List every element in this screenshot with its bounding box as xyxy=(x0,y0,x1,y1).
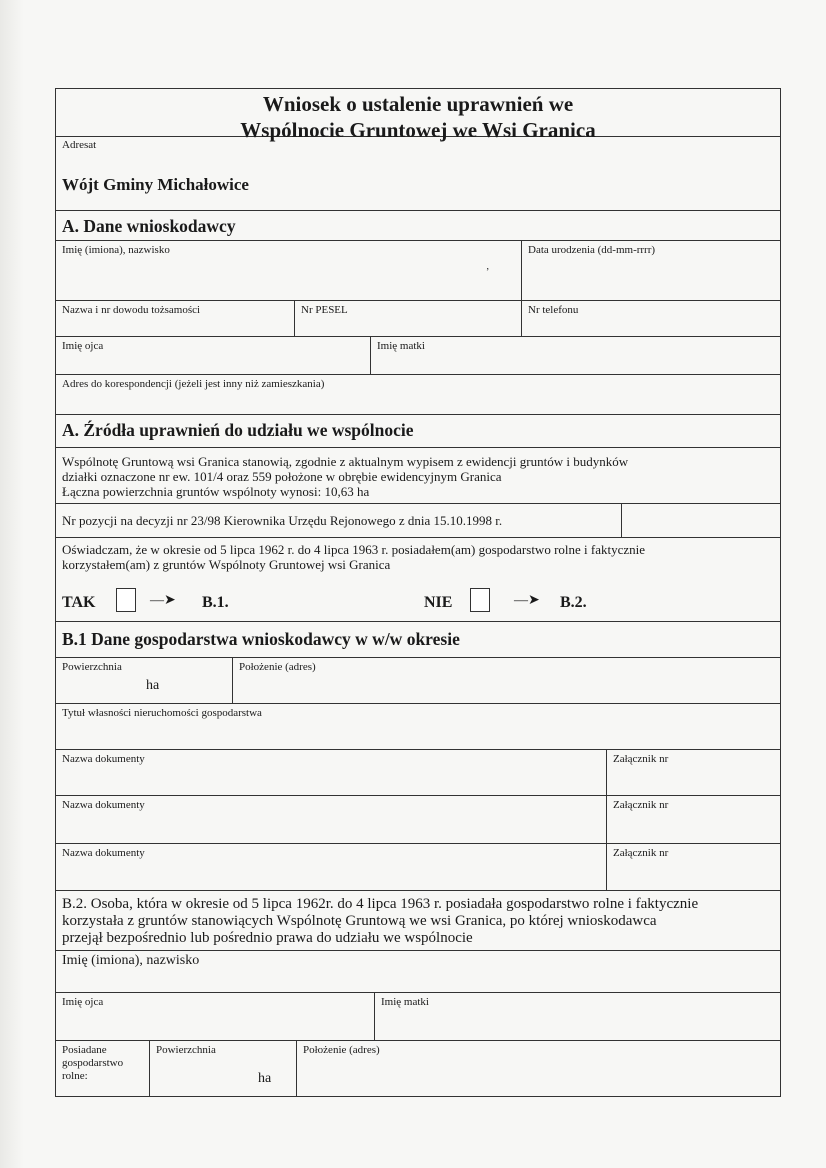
b2-intro-line-2: korzystała z gruntów stanowiących Wspólnotę Gruntową we wsi Granica, po której wnioskodawca xyxy=(62,913,657,929)
document-row-1 xyxy=(56,750,780,796)
b2-farm-label-cell xyxy=(56,1041,149,1096)
document-row-3 xyxy=(56,844,780,891)
b1-heading-row xyxy=(56,622,780,658)
page-edge xyxy=(0,0,24,1168)
b2-parents-row xyxy=(56,993,780,1041)
birth-date-label: Data urodzenia (dd-mm-rrrr) xyxy=(528,244,656,256)
statement-line-1: Oświadczam, że w okresie od 5 lipca 1962 r. do 4 lipca 1963 r. posiadałem(am) gospodarstwo rolne i faktycznie xyxy=(62,542,646,557)
b1-ownership-title-field[interactable] xyxy=(56,704,780,750)
yes-checkbox[interactable] xyxy=(116,588,136,612)
stray-mark: ‚ xyxy=(486,261,490,272)
b2-farm-label-line-1: Posiadane xyxy=(62,1044,107,1056)
parents-row xyxy=(56,337,780,375)
applicant-name-row[interactable] xyxy=(56,241,780,301)
b2-intro-line-1: B.2. Osoba, która w okresie od 5 lipca 1962r. do 4 lipca 1963 r. posiadała gospodarstwo rolne i faktycznie xyxy=(62,896,699,912)
no-arrow-icon: —➤ xyxy=(514,593,540,608)
mother-name-field[interactable] xyxy=(370,337,780,374)
section-a-heading: A. Dane wnioskodawcy xyxy=(62,216,236,236)
b2-location-field[interactable] xyxy=(296,1041,780,1096)
b2-area-unit: ha xyxy=(258,1071,272,1086)
statement-row xyxy=(56,538,780,622)
b1-area-unit: ha xyxy=(146,678,160,693)
document-name-label-3: Nazwa dokumenty xyxy=(62,847,145,859)
b1-ownership-title-label: Tytuł własności nieruchomości gospodarstwa xyxy=(62,707,262,719)
addressee-row xyxy=(56,137,780,211)
b1-location-field[interactable] xyxy=(232,658,780,703)
decision-row xyxy=(56,504,780,538)
statement-line-2: korzystałem(am) z gruntów Wspólnoty Gruntowej wsi Granica xyxy=(62,557,391,572)
yes-label: TAK xyxy=(62,594,96,611)
title-line-1: Wniosek o ustalenie uprawnień we xyxy=(262,92,574,116)
attachment-label-1: Załącznik nr xyxy=(613,753,669,765)
no-target: B.2. xyxy=(560,594,587,611)
b2-name-field[interactable] xyxy=(56,951,780,993)
b1-heading: B.1 Dane gospodarstwa wnioskodawcy w w/w okresie xyxy=(62,629,460,649)
section-a-heading-row xyxy=(56,211,780,241)
community-description-line-1: Wspólnotę Gruntową wsi Granica stanowią, zgodnie z aktualnym wypisem z ewidencji gruntów i budynków xyxy=(62,454,629,469)
phone-label: Nr telefonu xyxy=(528,304,579,316)
birth-date-field[interactable] xyxy=(521,241,780,300)
b2-area-label: Powierzchnia xyxy=(156,1044,216,1056)
correspondence-address-field[interactable] xyxy=(56,375,780,415)
community-description-line-3: Łączna powierzchnia gruntów wspólnoty wynosi: 10,63 ha xyxy=(62,484,370,499)
b2-name-label: Imię (imiona), nazwisko xyxy=(62,953,200,968)
b2-mother-name-label: Imię matki xyxy=(381,996,429,1008)
mother-name-label: Imię matki xyxy=(377,340,425,352)
sources-heading: A. Źródła uprawnień do udziału we wspólnocie xyxy=(62,420,414,440)
correspondence-address-label: Adres do korespondencji (jeżeli jest inny niż zamieszkania) xyxy=(62,378,325,390)
b2-father-name-field[interactable] xyxy=(56,993,374,1040)
b1-location-label: Położenie (adres) xyxy=(239,661,316,673)
document-name-field-1[interactable] xyxy=(56,750,606,795)
document-name-label-1: Nazwa dokumenty xyxy=(62,753,145,765)
b2-location-label: Położenie (adres) xyxy=(303,1044,380,1056)
document-name-field-3[interactable] xyxy=(56,844,606,890)
b2-farm-label-line-2: gospodarstwo xyxy=(62,1057,124,1069)
id-row xyxy=(56,301,780,337)
applicant-name-field[interactable] xyxy=(56,241,521,300)
b2-area-field[interactable] xyxy=(149,1041,296,1096)
b1-area-row xyxy=(56,658,780,704)
pesel-field[interactable] xyxy=(294,301,521,336)
document-name-field-2[interactable] xyxy=(56,796,606,843)
applicant-name-label: Imię (imiona), nazwisko xyxy=(62,244,170,256)
attachment-field-3[interactable] xyxy=(606,844,780,890)
b2-farm-row xyxy=(56,1041,780,1096)
yes-arrow-icon: —➤ xyxy=(150,593,176,608)
no-checkbox[interactable] xyxy=(470,588,490,612)
document-row-2 xyxy=(56,796,780,844)
attachment-field-2[interactable] xyxy=(606,796,780,843)
b1-area-label: Powierzchnia xyxy=(62,661,122,673)
no-label: NIE xyxy=(424,594,453,611)
attachment-label-3: Załącznik nr xyxy=(613,847,669,859)
community-description-row xyxy=(56,448,780,504)
decision-text: Nr pozycji na decyzji nr 23/98 Kierownika Urzędu Rejonowego z dnia 15.10.1998 r. xyxy=(62,513,503,528)
title-line-2: Wspólnocie Gruntowej we Wsi Granica xyxy=(240,118,596,142)
attachment-label-2: Załącznik nr xyxy=(613,799,669,811)
pesel-label: Nr PESEL xyxy=(301,304,348,316)
b2-intro-row xyxy=(56,891,780,951)
b2-mother-name-field[interactable] xyxy=(374,993,780,1040)
b1-area-field[interactable] xyxy=(56,658,232,703)
document-name-label-2: Nazwa dokumenty xyxy=(62,799,145,811)
sources-heading-row xyxy=(56,415,780,448)
id-document-field[interactable] xyxy=(56,301,294,336)
decision-position-field[interactable] xyxy=(621,504,780,537)
b2-father-name-label: Imię ojca xyxy=(62,996,104,1008)
father-name-label: Imię ojca xyxy=(62,340,104,352)
b2-farm-label-line-3: rolne: xyxy=(62,1070,88,1082)
attachment-field-1[interactable] xyxy=(606,750,780,795)
application-form xyxy=(55,88,781,1097)
community-description-line-2: działki oznaczone nr ew. 101/4 oraz 559 położone w obrębie ewidencyjnym Granica xyxy=(62,469,502,484)
father-name-field[interactable] xyxy=(56,337,370,374)
id-document-label: Nazwa i nr dowodu tożsamości xyxy=(62,304,201,316)
addressee-value: Wójt Gminy Michałowice xyxy=(62,175,249,194)
phone-field[interactable] xyxy=(521,301,780,336)
yes-target: B.1. xyxy=(202,594,229,611)
form-title xyxy=(56,89,780,142)
addressee-label: Adresat xyxy=(62,139,97,151)
b2-intro-line-3: przejął bezpośrednio lub pośrednio prawa do udziału we wspólnocie xyxy=(62,930,473,946)
